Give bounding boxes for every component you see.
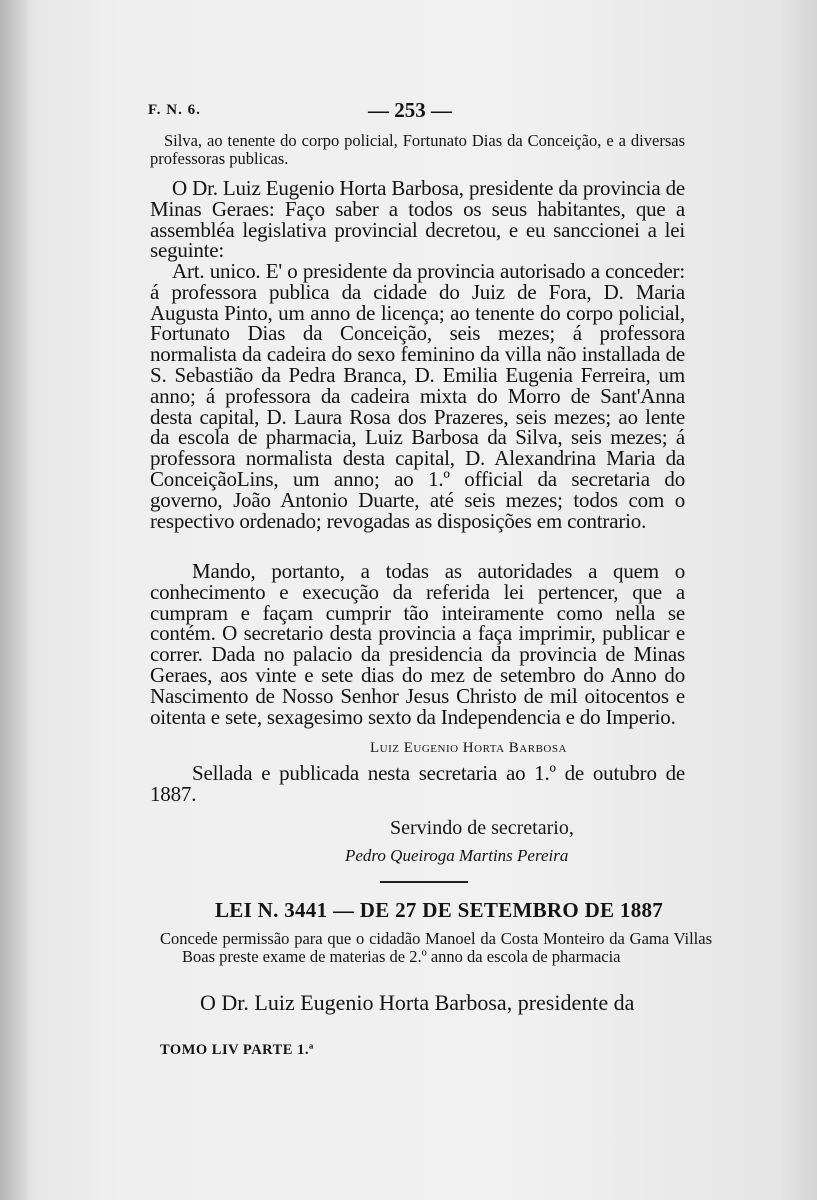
publication-note: Sellada e publicada nesta secretaria ao 1.º de outubro de 1887. xyxy=(150,761,685,806)
secretary-role: Servindo de secretario, xyxy=(390,817,574,839)
law-summary: Concede permissão para que o cidadão Manoel da Costa Monteiro da Gama Villas Boas preste exame de materias de 2.º anno da escola de pharmacia xyxy=(160,929,712,966)
signature-mark: F. N. 6. xyxy=(148,102,201,118)
section-divider xyxy=(380,881,468,883)
law-preamble-start: O Dr. Luiz Eugenio Horta Barbosa, presidente da xyxy=(200,990,635,1015)
secretary-name: Pedro Queiroga Martins Pereira xyxy=(345,846,569,865)
page-header xyxy=(148,98,688,124)
law-title: LEI N. 3441 — DE 27 DE SETEMBRO DE 1887 xyxy=(215,898,664,922)
decree-mandate: Mando, portanto, a todas as autoridades a quem o conhecimento e execução da referida lei pertencer, que a cumpram e façam cumprir tão inteiramente como nella se contém. O secretario desta provincia a faça imprimir, publicar e correr. Dada no palacio da presidencia da provincia de Minas Geraes, aos vinte e sete dias do mez de setembro do Anno do Nascimento de Nosso Senhor Jesus Christo de mil oitocentos e oitenta e sete, sexagesimo sexto da Independencia e do Imperio. xyxy=(150,559,685,729)
president-signature: Luiz Eugenio Horta Barbosa xyxy=(370,740,567,756)
page-number: — 253 — xyxy=(368,98,452,122)
page-edge-shadow xyxy=(0,0,28,1200)
decree-article: Art. unico. E' o presidente da provincia autorisado a conceder: á professora publica da cidade do Juiz de Fora, D. Maria Augusta Pinto, um anno de licença; ao tenente do corpo policial, Fortunato Dias da Conceição, seis mezes; á professora normalista da cadeira do sexo feminino da villa não installada de S. Sebastião da Pedra Branca, D. Emilia Eugenia Ferreira, um anno; á professora da cadeira mixta do Morro de Sant'Anna desta capital, D. Laura Rosa dos Prazeres, seis mezes; ao lente da escola de pharmacia, Luiz Barbosa da Silva, seis mezes; á professora normalista desta capital, D. Alexandrina Maria da ConceiçãoLins, um anno; ao 1.º official da secretaria do governo, João Antonio Duarte, até seis mezes; todos com o respectivo ordenado; revogadas as disposições em contrario. xyxy=(150,259,685,533)
previous-law-summary: Silva, ao tenente do corpo policial, Fortunato Dias da Conceição, e a diversas professoras publicas. xyxy=(150,131,685,168)
decree-preamble: O Dr. Luiz Eugenio Horta Barbosa, presidente da provincia de Minas Geraes: Faço saber a todos os seus habitantes, que a assembléa legislativa provincial decretou, e eu sanccionei a lei seguinte: xyxy=(150,176,685,263)
volume-footer: TOMO LIV PARTE 1.ª xyxy=(160,1042,314,1058)
